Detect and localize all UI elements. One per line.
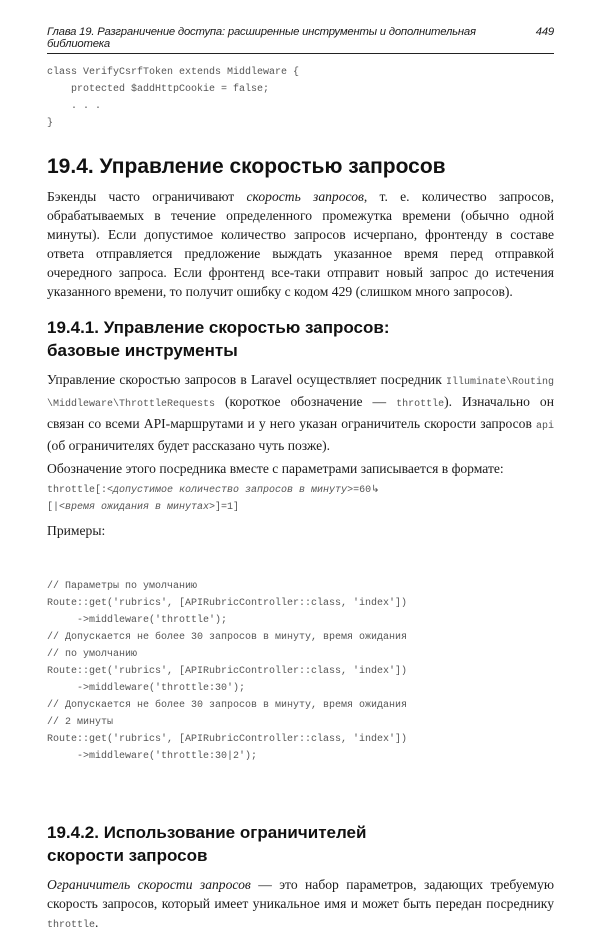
- code-block-examples: [47, 544, 554, 799]
- paragraph: Управление скоростью запросов в Laravel осуществляет посредник Illuminate\Routing\Middleware\ThrottleRequests (короткое обозначение — throttle). Изначально он связан со всеми API-маршрутами и у него указан ограничитель скорости запросов api (об ограничителях будет рассказано чуть позже).: [47, 372, 554, 453]
- code-line: ->middleware('throttle');: [47, 615, 228, 626]
- code-line: ->middleware('throttle:30|2');: [47, 751, 258, 762]
- code-line: class VerifyCsrfToken extends Middleware {: [47, 67, 300, 78]
- chapter-title: Глава 19. Разграничение доступа: расширенные инструменты и дополнительная библиотека: [47, 26, 476, 50]
- code-line: protected $addHttpCookie = false;: [47, 84, 270, 95]
- paragraph: Ограничитель скорости запросов — это набор параметров, задающих требуемую скорость запросов, который имеет уникальное имя и может быть передан посреднику throttle.: [47, 877, 554, 931]
- subsection-heading: 19.4.1. Управление скоростью запросов: базовые инструменты: [47, 318, 390, 360]
- page-number: 449: [535, 26, 554, 38]
- code-line: // Допускается не более 30 запросов в минуту, время ожидания: [47, 700, 408, 711]
- format-syntax: throttle[:<допустимое количество запросов в минуту>=60↳ [|<время ожидания в минутах>]=1]: [47, 485, 380, 513]
- paragraph: Обозначение этого посредника вместе с параметрами записывается в формате:: [47, 461, 504, 476]
- code-line: // Допускается не более 30 запросов в минуту, время ожидания: [47, 632, 408, 643]
- subsection-heading: 19.4.2. Использование ограничителей скорости запросов: [47, 823, 367, 865]
- code-line: // 2 минуты: [47, 717, 114, 728]
- code-line: Route::get('rubrics', [APIRubricController::class, 'index']): [47, 666, 408, 677]
- paragraph: Бэкенды часто ограничивают скорость запросов, т. е. количество запросов, обрабатываемых в течение определенного промежутка времени (обычно одной минуты). Если допустимое количество запросов исчерпано, фронтенду в составе ответа отправляется предложение выждать указанное время перед отправкой очередного запроса. Если фронтенд все-таки отправит новый запрос до истечения указанного времени, то получит ошибку с кодом 429 (слишком много запросов).: [47, 189, 554, 299]
- code-line: Route::get('rubrics', [APIRubricController::class, 'index']): [47, 734, 408, 745]
- code-line: ->middleware('throttle:30');: [47, 683, 246, 694]
- book-page: [47, 26, 554, 939]
- section-heading: 19.4. Управление скоростью запросов: [47, 155, 446, 178]
- code-block-csrf: [47, 64, 554, 132]
- paragraph: Примеры:: [47, 523, 106, 538]
- running-header: [47, 26, 554, 54]
- code-line: // Параметры по умолчанию: [47, 581, 198, 592]
- code-line: }: [47, 118, 54, 129]
- code-line: Route::get('rubrics', [APIRubricController::class, 'index']): [47, 598, 408, 609]
- code-line: . . .: [47, 101, 102, 112]
- code-line: // по умолчанию: [47, 649, 138, 660]
